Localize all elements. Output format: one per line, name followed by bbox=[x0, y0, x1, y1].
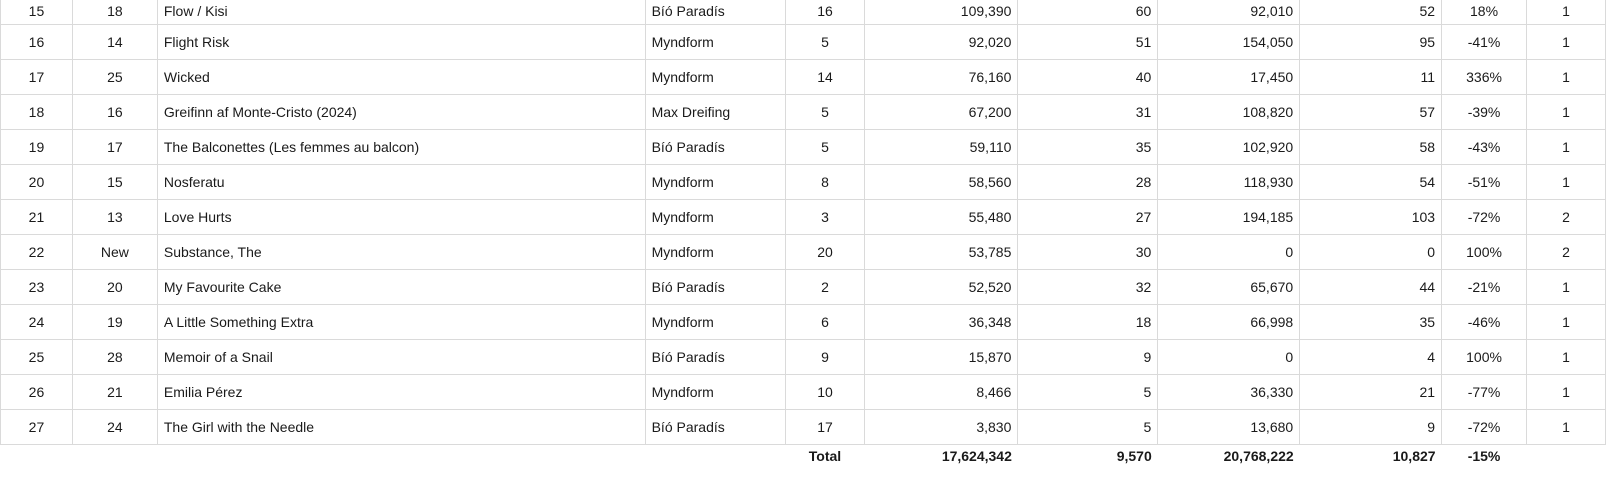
admissions-cell: 40 bbox=[1018, 59, 1158, 94]
distributor-cell: Bíó Paradís bbox=[645, 409, 785, 444]
distributor-cell: Myndform bbox=[645, 374, 785, 409]
prev-rank-cell: 13 bbox=[72, 199, 157, 234]
distributor-cell: Myndform bbox=[645, 304, 785, 339]
change-cell: -72% bbox=[1442, 199, 1527, 234]
weeks-cell: 20 bbox=[785, 234, 865, 269]
weeks-cell: 5 bbox=[785, 94, 865, 129]
total-row bbox=[1, 444, 1606, 468]
change-cell: 100% bbox=[1442, 339, 1527, 374]
total-admissions: 9,570 bbox=[1116, 448, 1152, 465]
screens-cell: 1 bbox=[1527, 94, 1606, 129]
distributor-cell: Myndform bbox=[645, 59, 785, 94]
distributor-cell: Myndform bbox=[645, 234, 785, 269]
gross-cell: 109,390 bbox=[865, 0, 1018, 24]
weeks-cell: 6 bbox=[785, 304, 865, 339]
weeks-cell: 10 bbox=[785, 374, 865, 409]
weeks-cell: 17 bbox=[785, 409, 865, 444]
table-row bbox=[1, 374, 1606, 409]
gross-cell: 3,830 bbox=[865, 409, 1018, 444]
admissions-cell: 60 bbox=[1018, 0, 1158, 24]
title-cell: Memoir of a Snail bbox=[157, 339, 645, 374]
title-cell: Love Hurts bbox=[157, 199, 645, 234]
prev-rank-cell: 28 bbox=[72, 339, 157, 374]
title-cell: The Girl with the Needle bbox=[157, 409, 645, 444]
prev-gross-cell: 17,450 bbox=[1158, 59, 1300, 94]
total-prev-gross: 20,768,222 bbox=[1223, 448, 1294, 465]
gross-cell: 59,110 bbox=[865, 129, 1018, 164]
change-cell: 336% bbox=[1442, 59, 1527, 94]
prev-gross-cell: 13,680 bbox=[1158, 409, 1300, 444]
total-gross: 17,624,342 bbox=[941, 448, 1012, 465]
distributor-cell: Bíó Paradís bbox=[645, 269, 785, 304]
change-cell: -77% bbox=[1442, 374, 1527, 409]
prev-admissions-cell: 21 bbox=[1300, 374, 1442, 409]
rank-cell: 18 bbox=[1, 94, 73, 129]
rank-cell: 24 bbox=[1, 304, 73, 339]
distributor-cell: Bíó Paradís bbox=[645, 0, 785, 24]
prev-rank-cell: 17 bbox=[72, 129, 157, 164]
gross-cell: 53,785 bbox=[865, 234, 1018, 269]
prev-rank-cell: 15 bbox=[72, 164, 157, 199]
prev-gross-cell: 65,670 bbox=[1158, 269, 1300, 304]
admissions-cell: 35 bbox=[1018, 129, 1158, 164]
prev-admissions-cell: 4 bbox=[1300, 339, 1442, 374]
prev-rank-cell: 21 bbox=[72, 374, 157, 409]
table-row bbox=[1, 234, 1606, 269]
change-cell: -51% bbox=[1442, 164, 1527, 199]
table-row bbox=[1, 164, 1606, 199]
rank-cell: 19 bbox=[1, 129, 73, 164]
prev-admissions-cell: 0 bbox=[1300, 234, 1442, 269]
rank-cell: 17 bbox=[1, 59, 73, 94]
prev-rank-cell: 20 bbox=[72, 269, 157, 304]
weeks-cell: 2 bbox=[785, 269, 865, 304]
title-cell: Wicked bbox=[157, 59, 645, 94]
prev-gross-cell: 118,930 bbox=[1158, 164, 1300, 199]
admissions-cell: 51 bbox=[1018, 24, 1158, 59]
rank-cell: 23 bbox=[1, 269, 73, 304]
total-empty-cell bbox=[157, 444, 645, 468]
screens-cell: 1 bbox=[1527, 164, 1606, 199]
gross-cell: 67,200 bbox=[865, 94, 1018, 129]
admissions-cell: 30 bbox=[1018, 234, 1158, 269]
screens-cell: 2 bbox=[1527, 234, 1606, 269]
prev-rank-cell: 16 bbox=[72, 94, 157, 129]
total-change: -15% bbox=[1467, 448, 1501, 465]
gross-cell: 8,466 bbox=[865, 374, 1018, 409]
change-cell: 100% bbox=[1442, 234, 1527, 269]
distributor-cell: Myndform bbox=[645, 164, 785, 199]
rank-cell: 21 bbox=[1, 199, 73, 234]
table-row bbox=[1, 0, 1606, 24]
prev-admissions-cell: 57 bbox=[1300, 94, 1442, 129]
screens-cell: 1 bbox=[1527, 129, 1606, 164]
rank-cell: 27 bbox=[1, 409, 73, 444]
prev-rank-cell: 14 bbox=[72, 24, 157, 59]
prev-admissions-cell: 54 bbox=[1300, 164, 1442, 199]
prev-admissions-cell: 35 bbox=[1300, 304, 1442, 339]
weeks-cell: 8 bbox=[785, 164, 865, 199]
prev-admissions-cell: 9 bbox=[1300, 409, 1442, 444]
prev-gross-cell: 102,920 bbox=[1158, 129, 1300, 164]
prev-gross-cell: 66,998 bbox=[1158, 304, 1300, 339]
admissions-cell: 5 bbox=[1018, 374, 1158, 409]
change-cell: -46% bbox=[1442, 304, 1527, 339]
prev-gross-cell: 0 bbox=[1158, 234, 1300, 269]
distributor-cell: Bíó Paradís bbox=[645, 339, 785, 374]
total-empty-cell bbox=[72, 444, 157, 468]
prev-rank-cell: New bbox=[72, 234, 157, 269]
screens-cell: 2 bbox=[1527, 199, 1606, 234]
prev-admissions-cell: 95 bbox=[1300, 24, 1442, 59]
distributor-cell: Myndform bbox=[645, 24, 785, 59]
admissions-cell: 9 bbox=[1018, 339, 1158, 374]
gross-cell: 36,348 bbox=[865, 304, 1018, 339]
screens-cell: 1 bbox=[1527, 24, 1606, 59]
title-cell: My Favourite Cake bbox=[157, 269, 645, 304]
gross-cell: 76,160 bbox=[865, 59, 1018, 94]
weeks-cell: 3 bbox=[785, 199, 865, 234]
rank-cell: 16 bbox=[1, 24, 73, 59]
admissions-cell: 5 bbox=[1018, 409, 1158, 444]
gross-cell: 55,480 bbox=[865, 199, 1018, 234]
table-row bbox=[1, 269, 1606, 304]
title-cell: Emilia Pérez bbox=[157, 374, 645, 409]
prev-gross-cell: 194,185 bbox=[1158, 199, 1300, 234]
rank-cell: 26 bbox=[1, 374, 73, 409]
admissions-cell: 28 bbox=[1018, 164, 1158, 199]
gross-cell: 58,560 bbox=[865, 164, 1018, 199]
rank-cell: 25 bbox=[1, 339, 73, 374]
prev-gross-cell: 108,820 bbox=[1158, 94, 1300, 129]
weeks-cell: 14 bbox=[785, 59, 865, 94]
table-row bbox=[1, 59, 1606, 94]
table-row bbox=[1, 409, 1606, 444]
title-cell: Flow / Kisi bbox=[157, 0, 645, 24]
screens-cell: 1 bbox=[1527, 304, 1606, 339]
prev-gross-cell: 92,010 bbox=[1158, 0, 1300, 24]
screens-cell: 1 bbox=[1527, 339, 1606, 374]
screens-cell: 1 bbox=[1527, 269, 1606, 304]
title-cell: Flight Risk bbox=[157, 24, 645, 59]
weeks-cell: 9 bbox=[785, 339, 865, 374]
change-cell: -21% bbox=[1442, 269, 1527, 304]
table-row bbox=[1, 339, 1606, 374]
prev-admissions-cell: 11 bbox=[1300, 59, 1442, 94]
change-cell: -72% bbox=[1442, 409, 1527, 444]
distributor-cell: Myndform bbox=[645, 199, 785, 234]
screens-cell: 1 bbox=[1527, 59, 1606, 94]
admissions-cell: 32 bbox=[1018, 269, 1158, 304]
total-empty-cell bbox=[1527, 444, 1606, 468]
table-row bbox=[1, 24, 1606, 59]
rank-cell: 20 bbox=[1, 164, 73, 199]
table-row bbox=[1, 129, 1606, 164]
prev-rank-cell: 19 bbox=[72, 304, 157, 339]
weeks-cell: 5 bbox=[785, 129, 865, 164]
table-body bbox=[1, 0, 1606, 444]
title-cell: Nosferatu bbox=[157, 164, 645, 199]
table-row bbox=[1, 304, 1606, 339]
prev-admissions-cell: 52 bbox=[1300, 0, 1442, 24]
total-prev-admissions: 10,827 bbox=[1392, 448, 1436, 465]
prev-gross-cell: 36,330 bbox=[1158, 374, 1300, 409]
admissions-cell: 31 bbox=[1018, 94, 1158, 129]
gross-cell: 52,520 bbox=[865, 269, 1018, 304]
gross-cell: 15,870 bbox=[865, 339, 1018, 374]
change-cell: -41% bbox=[1442, 24, 1527, 59]
distributor-cell: Bíó Paradís bbox=[645, 129, 785, 164]
prev-admissions-cell: 103 bbox=[1300, 199, 1442, 234]
prev-gross-cell: 0 bbox=[1158, 339, 1300, 374]
admissions-cell: 18 bbox=[1018, 304, 1158, 339]
prev-admissions-cell: 44 bbox=[1300, 269, 1442, 304]
rank-cell: 22 bbox=[1, 234, 73, 269]
prev-rank-cell: 24 bbox=[72, 409, 157, 444]
weeks-cell: 16 bbox=[785, 0, 865, 24]
total-empty-cell bbox=[645, 444, 785, 468]
change-cell: -39% bbox=[1442, 94, 1527, 129]
title-cell: A Little Something Extra bbox=[157, 304, 645, 339]
weeks-cell: 5 bbox=[785, 24, 865, 59]
screens-cell: 1 bbox=[1527, 374, 1606, 409]
prev-admissions-cell: 58 bbox=[1300, 129, 1442, 164]
screens-cell: 1 bbox=[1527, 0, 1606, 24]
rank-cell: 15 bbox=[1, 0, 73, 24]
gross-cell: 92,020 bbox=[865, 24, 1018, 59]
change-cell: 18% bbox=[1442, 0, 1527, 24]
change-cell: -43% bbox=[1442, 129, 1527, 164]
table-row bbox=[1, 199, 1606, 234]
admissions-cell: 27 bbox=[1018, 199, 1158, 234]
distributor-cell: Max Dreifing bbox=[645, 94, 785, 129]
prev-rank-cell: 25 bbox=[72, 59, 157, 94]
prev-gross-cell: 154,050 bbox=[1158, 24, 1300, 59]
title-cell: Substance, The bbox=[157, 234, 645, 269]
total-empty-cell bbox=[1, 444, 73, 468]
table-row bbox=[1, 94, 1606, 129]
prev-rank-cell: 18 bbox=[72, 0, 157, 24]
total-label: Total bbox=[808, 448, 842, 465]
title-cell: Greifinn af Monte-Cristo (2024) bbox=[157, 94, 645, 129]
screens-cell: 1 bbox=[1527, 409, 1606, 444]
title-cell: The Balconettes (Les femmes au balcon) bbox=[157, 129, 645, 164]
